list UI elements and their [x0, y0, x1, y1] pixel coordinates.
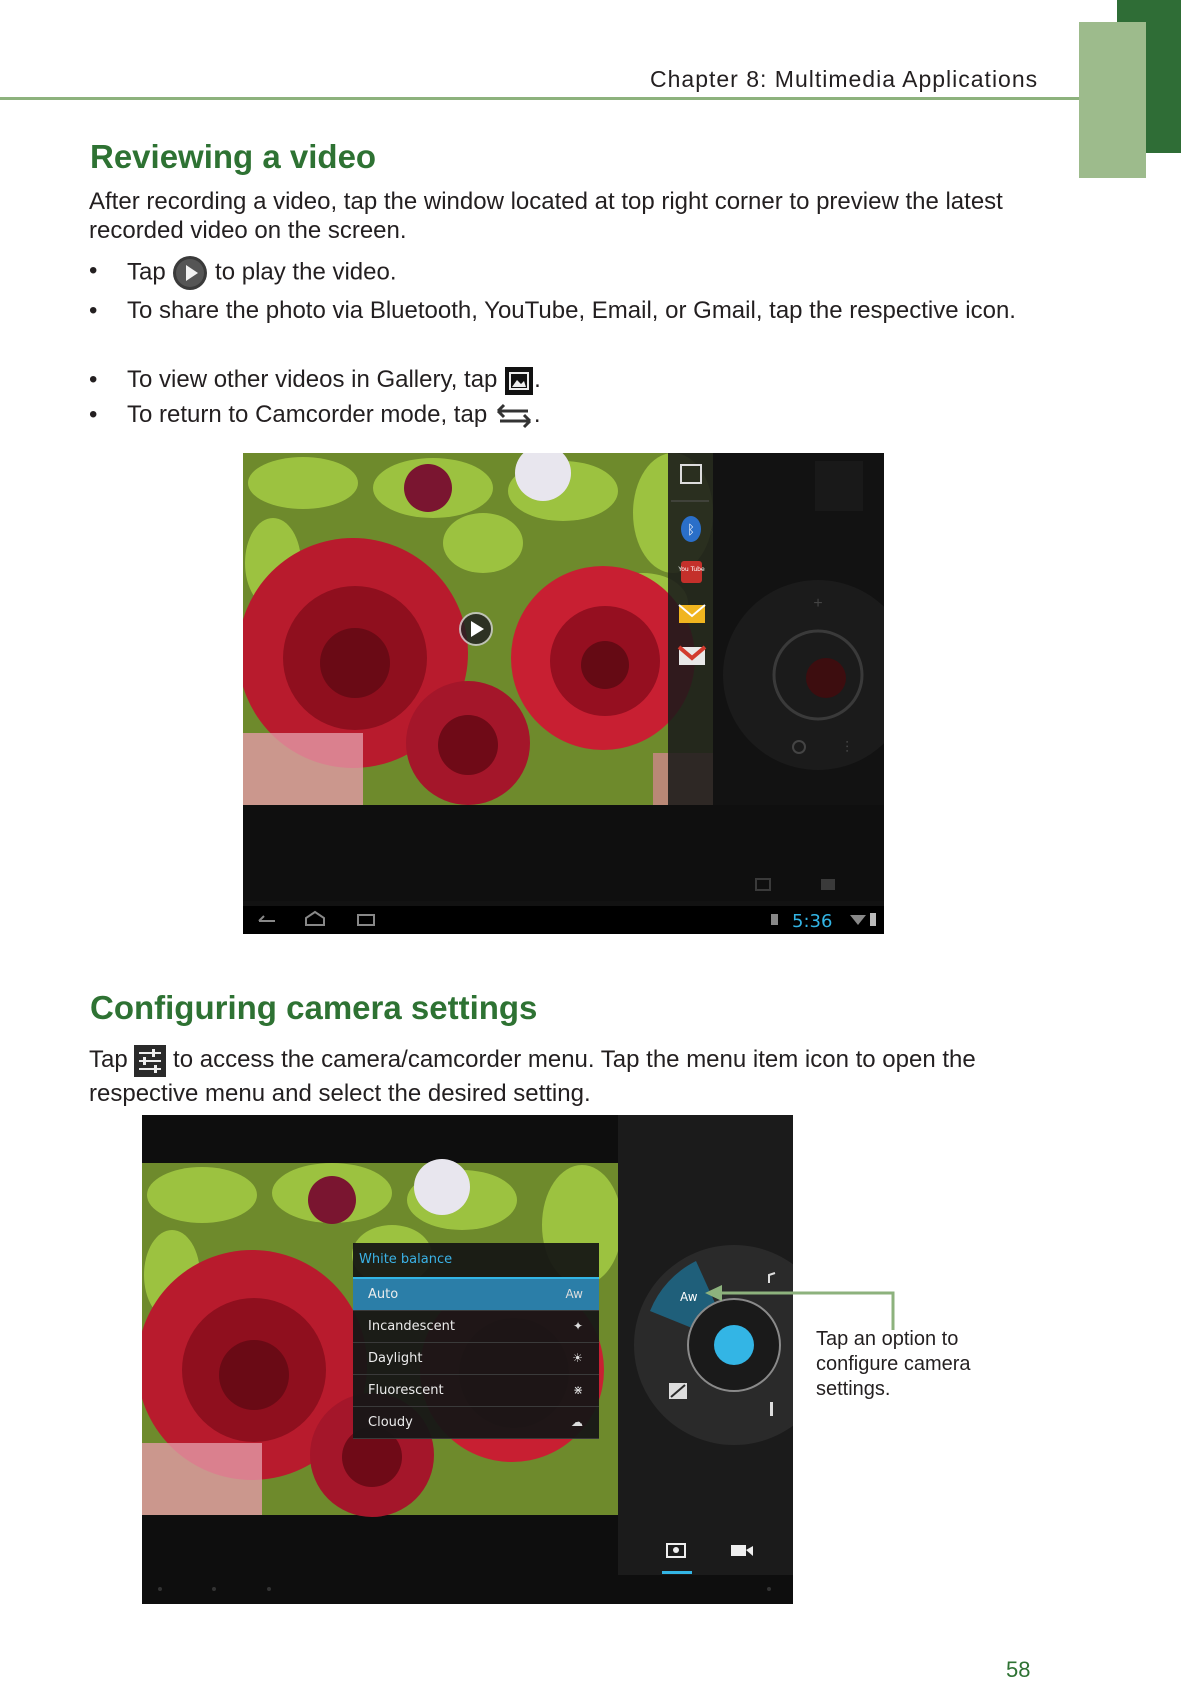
section-title-configuring: Configuring camera settings — [90, 989, 538, 1026]
wb-option-daylight[interactable] — [353, 1343, 599, 1375]
bullet-share — [89, 295, 1029, 359]
header-rule — [0, 97, 1079, 100]
wb-option-label: Cloudy — [368, 1415, 413, 1430]
intro-text: Tap — [89, 1046, 128, 1073]
svg-text:ᛒ: ᛒ — [687, 523, 695, 538]
svg-text:+: + — [813, 595, 823, 612]
white-balance-menu — [353, 1243, 599, 1439]
section1-intro: After recording a video, tap the window located at top right corner to preview the latest recorded video on the screen. — [89, 188, 1003, 244]
wb-option-label: Daylight — [368, 1351, 423, 1366]
wb-option-fluorescent[interactable] — [353, 1375, 599, 1407]
battery-icon — [870, 913, 876, 926]
white-balance-title: White balance — [353, 1243, 599, 1279]
bullet-text: Tap — [127, 258, 166, 286]
bullet-dot: • — [89, 257, 98, 284]
page-number: 58 — [1006, 1657, 1031, 1682]
wb-option-auto[interactable] — [353, 1279, 599, 1311]
wb-option-cloudy[interactable] — [353, 1407, 599, 1439]
bullet-text: To share the photo via Bluetooth, YouTube, Email, or Gmail, tap the respective icon. — [127, 297, 1016, 324]
wb-option-incandescent[interactable] — [353, 1311, 599, 1343]
intro-text: to access the camera/camcorder menu. Tap the menu item icon to open the respective menu and select the desired setting. — [89, 1046, 976, 1107]
youtube-logo-text: You Tube — [678, 566, 705, 573]
wb-option-label: Auto — [368, 1287, 399, 1302]
bullet-play — [89, 255, 1029, 287]
play-circle-icon — [172, 255, 208, 291]
corner-tab-light — [1079, 22, 1146, 178]
svg-text:⫶: ⫶ — [845, 740, 850, 757]
fluorescent-icon: ⋇ — [572, 1383, 583, 1397]
section2-intro — [89, 1043, 1049, 1110]
bulb-icon: ✦ — [572, 1319, 583, 1333]
video-mode-icon[interactable] — [731, 1545, 746, 1556]
dial-white-balance-label[interactable]: Aw — [680, 1290, 698, 1304]
bullet-text: To view other videos in Gallery, tap — [127, 366, 498, 393]
camera-settings-screenshot — [142, 1115, 793, 1604]
sun-icon: ☀ — [572, 1351, 583, 1365]
wb-option-label: Incandescent — [368, 1319, 455, 1334]
bullet-text: to play the video. — [215, 258, 397, 286]
chapter-header: Chapter 8: Multimedia Applications — [650, 66, 1039, 92]
bullet-dot: • — [89, 297, 98, 324]
settings-sliders-icon — [134, 1045, 166, 1077]
callout-text: Tap an option to configure camera settings. — [816, 1328, 971, 1400]
sd-card-icon — [771, 914, 778, 925]
return-arrows-icon — [494, 402, 534, 430]
video-review-screenshot — [243, 453, 884, 934]
gallery-icon — [504, 366, 534, 396]
shutter-button[interactable] — [714, 1325, 754, 1365]
bullet-gallery — [89, 364, 1029, 396]
video-mode-icon[interactable] — [821, 879, 835, 890]
bullet-return — [89, 399, 1029, 431]
wb-option-label: Fluorescent — [368, 1383, 444, 1398]
cloud-icon: ☁ — [571, 1415, 583, 1429]
bullet-text: To return to Camcorder mode, tap — [127, 401, 488, 428]
status-clock: 5:36 — [792, 911, 833, 932]
auto-wb-icon: Aw — [565, 1287, 583, 1301]
share-strip — [668, 453, 713, 805]
section-title-reviewing: Reviewing a video — [90, 138, 377, 175]
bullet-text: . — [533, 401, 541, 428]
video-preview-scene — [243, 453, 884, 934]
bullet-dot: • — [89, 401, 98, 428]
bullet-dot: • — [89, 366, 98, 393]
bullet-text: . — [534, 366, 541, 393]
record-button[interactable] — [806, 658, 846, 698]
more-options-icon[interactable] — [770, 1402, 773, 1416]
